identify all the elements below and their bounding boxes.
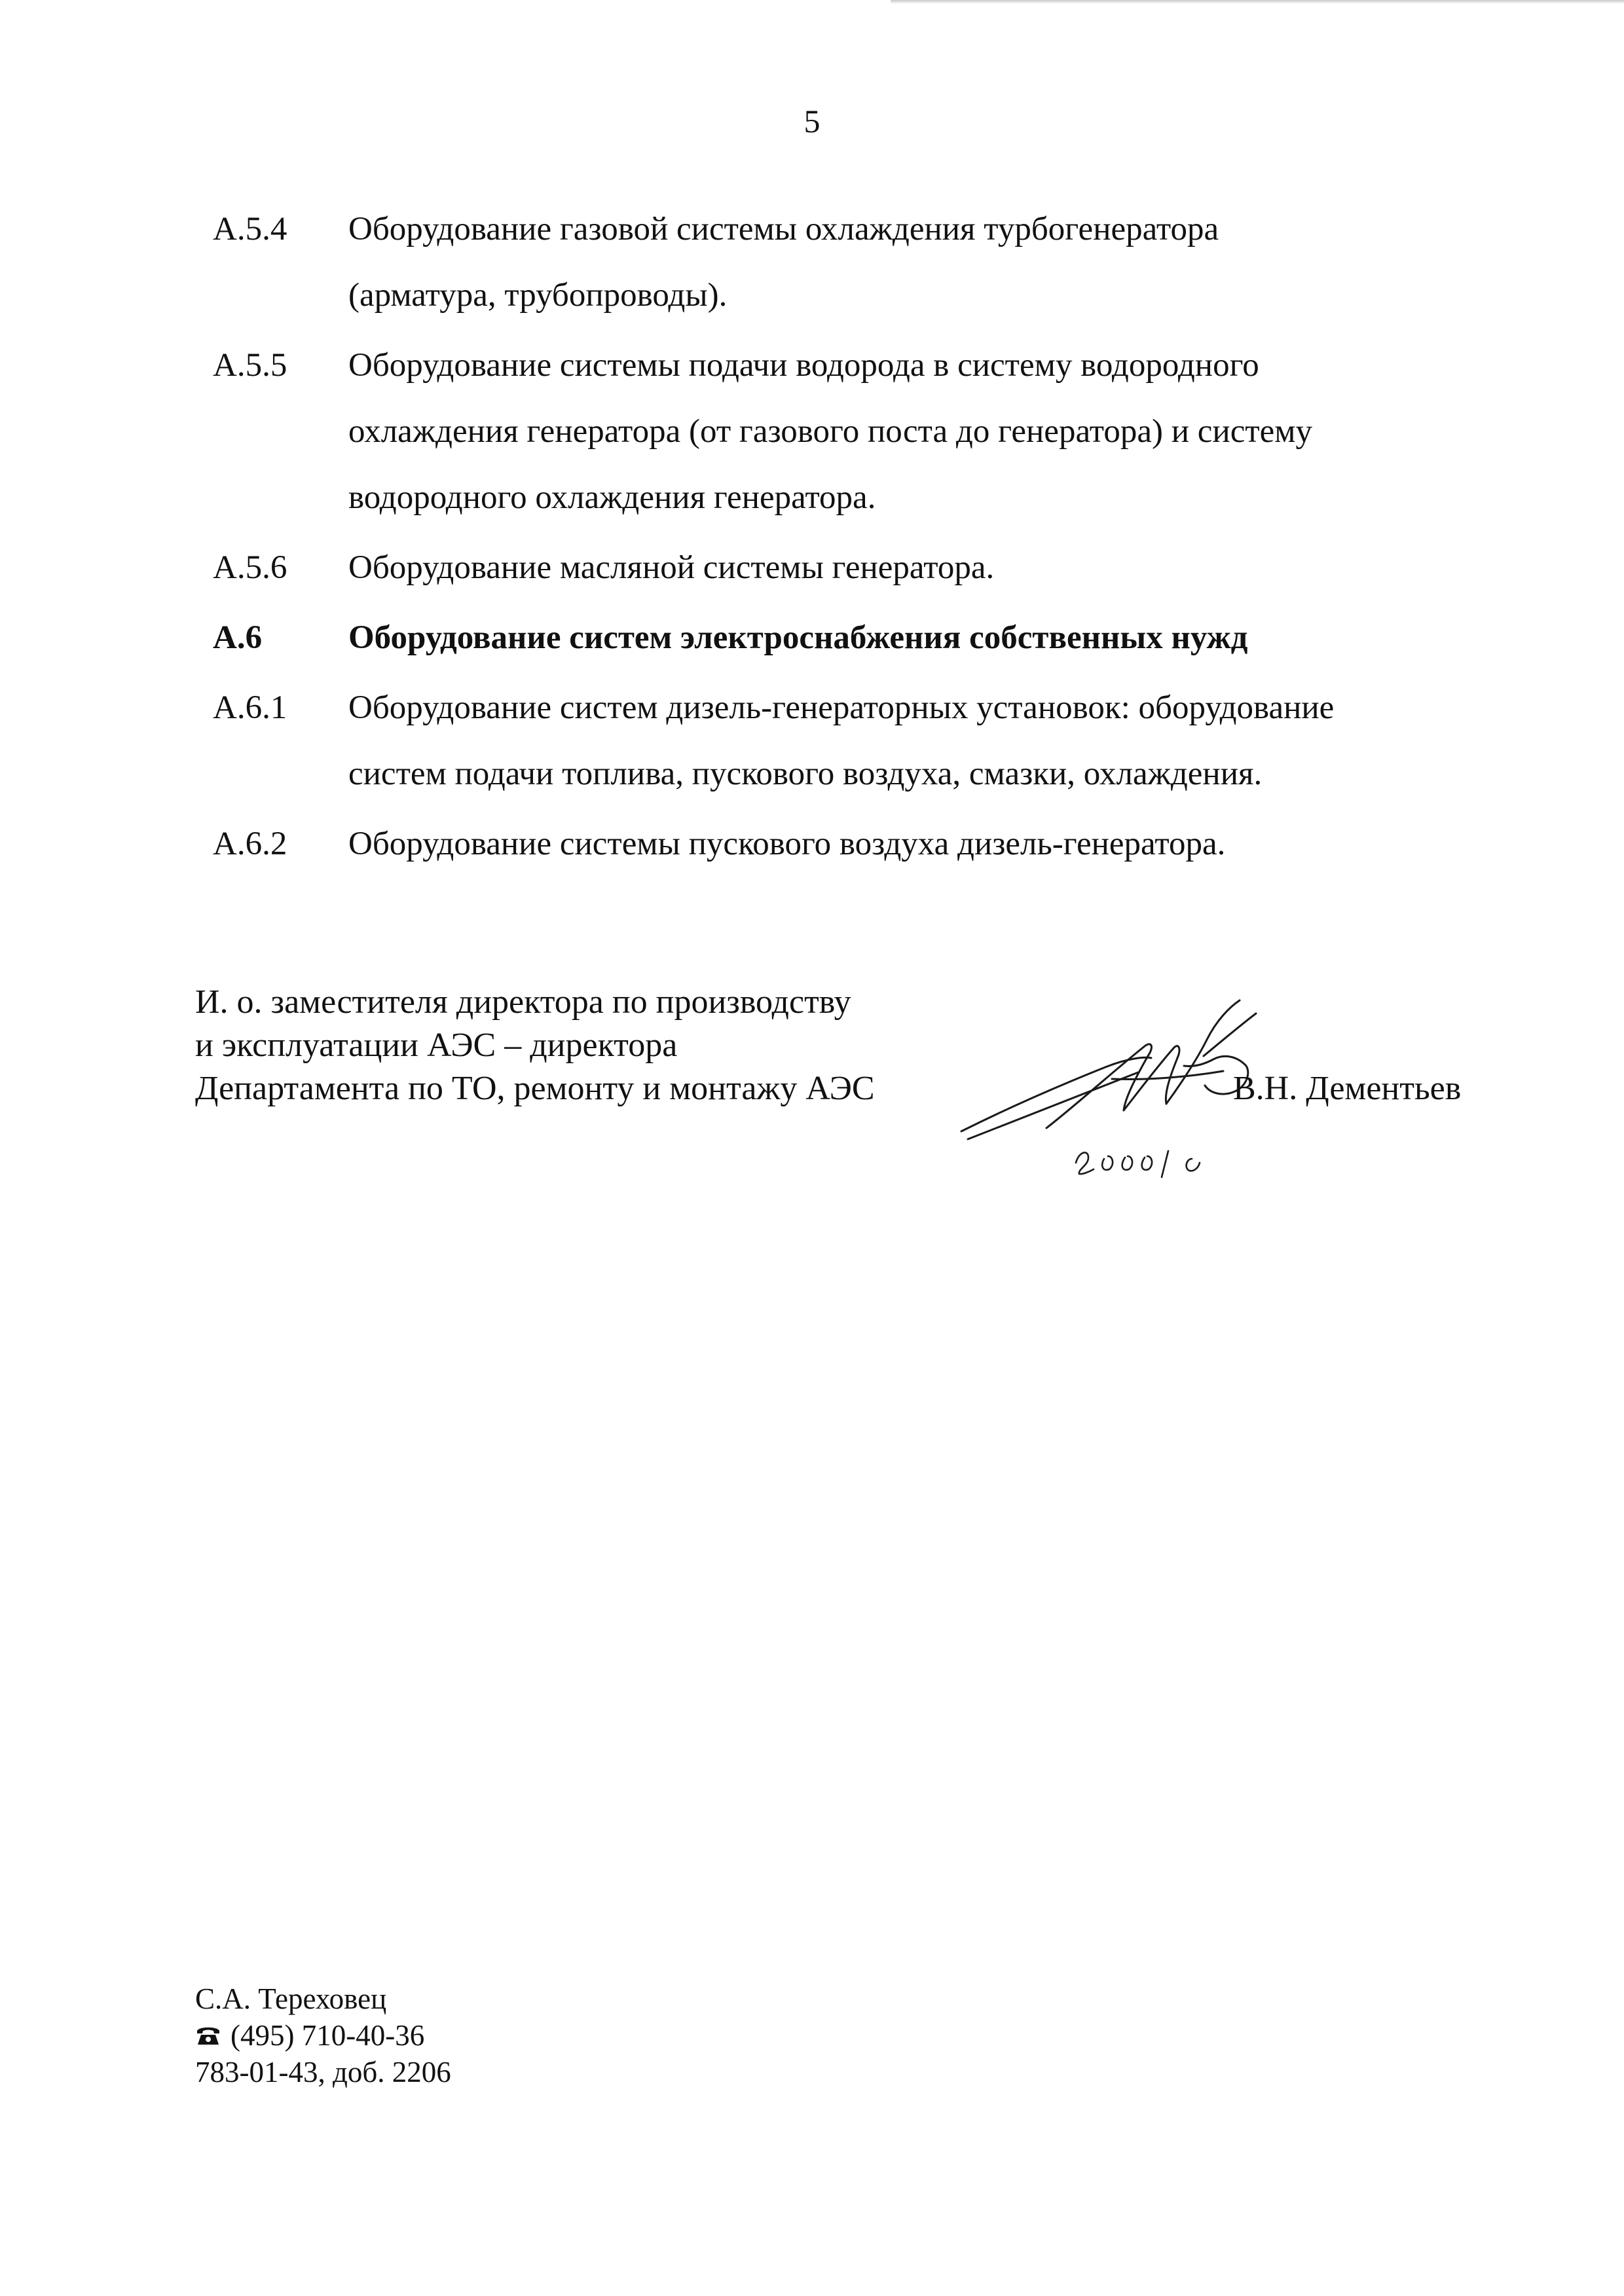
item-text — [348, 535, 1496, 601]
contact-phone: (495) 710-40-36 — [231, 2019, 425, 2052]
item-code: А.5.4 — [213, 211, 287, 247]
item-text — [348, 196, 1496, 329]
item-code: А.6.2 — [213, 826, 287, 862]
item-code: А.6 — [213, 619, 263, 656]
item-text — [348, 333, 1496, 531]
item-text-line: Оборудование газовой системы охлаждения турбогенератора — [348, 211, 1219, 247]
contact-name: С.А. Тереховец — [195, 1982, 387, 2015]
list-item — [213, 605, 1496, 671]
item-code: А.5.5 — [213, 347, 287, 384]
item-text — [348, 675, 1496, 807]
item-text-line: Оборудование систем дизель-генераторных установок: оборудование — [348, 689, 1335, 726]
list-item — [213, 811, 1496, 877]
signer-title-line: и эксплуатации АЭС – директора — [195, 1027, 678, 1064]
item-text-line: охлаждения генератора (от газового поста до генератора) и систему — [348, 413, 1313, 450]
signer-title — [195, 981, 875, 1110]
item-code: А.5.6 — [213, 549, 287, 586]
page-number: 5 — [803, 103, 821, 139]
signature-block — [195, 981, 1505, 1203]
item-text — [348, 811, 1496, 877]
item-text-line: Оборудование систем электроснабжения собственных нужд — [348, 619, 1248, 656]
item-text-line: Оборудование системы пускового воздуха дизель-генератора. — [348, 826, 1226, 862]
contact-phone-row — [195, 2017, 451, 2054]
item-list — [213, 196, 1496, 881]
signer-name: В.Н. Дементьев — [1233, 1070, 1462, 1107]
item-text-line: Оборудование масляной системы генератора. — [348, 549, 995, 586]
contact-phone2: 783-01-43, доб. 2206 — [195, 2056, 451, 2088]
item-text-line: Оборудование системы подачи водорода в систему водородного — [348, 347, 1259, 384]
item-text — [348, 605, 1496, 671]
item-text-line: (арматура, трубопроводы). — [348, 277, 728, 314]
item-code: А.6.1 — [213, 689, 287, 726]
signer-title-line: Департамента по ТО, ремонту и монтажу АЭС — [195, 1070, 875, 1107]
list-item — [213, 535, 1496, 601]
list-item — [213, 675, 1496, 807]
contact-block — [195, 1980, 451, 2090]
item-text-line: систем подачи топлива, пускового воздуха, смазки, охлаждения. — [348, 756, 1263, 792]
signer-title-line: И. о. заместителя директора по производству — [195, 983, 851, 1021]
telephone-icon — [195, 2024, 221, 2047]
list-item — [213, 196, 1496, 329]
item-text-line: водородного охлаждения генератора. — [348, 479, 876, 516]
scan-edge — [891, 0, 1624, 4]
list-item — [213, 333, 1496, 531]
